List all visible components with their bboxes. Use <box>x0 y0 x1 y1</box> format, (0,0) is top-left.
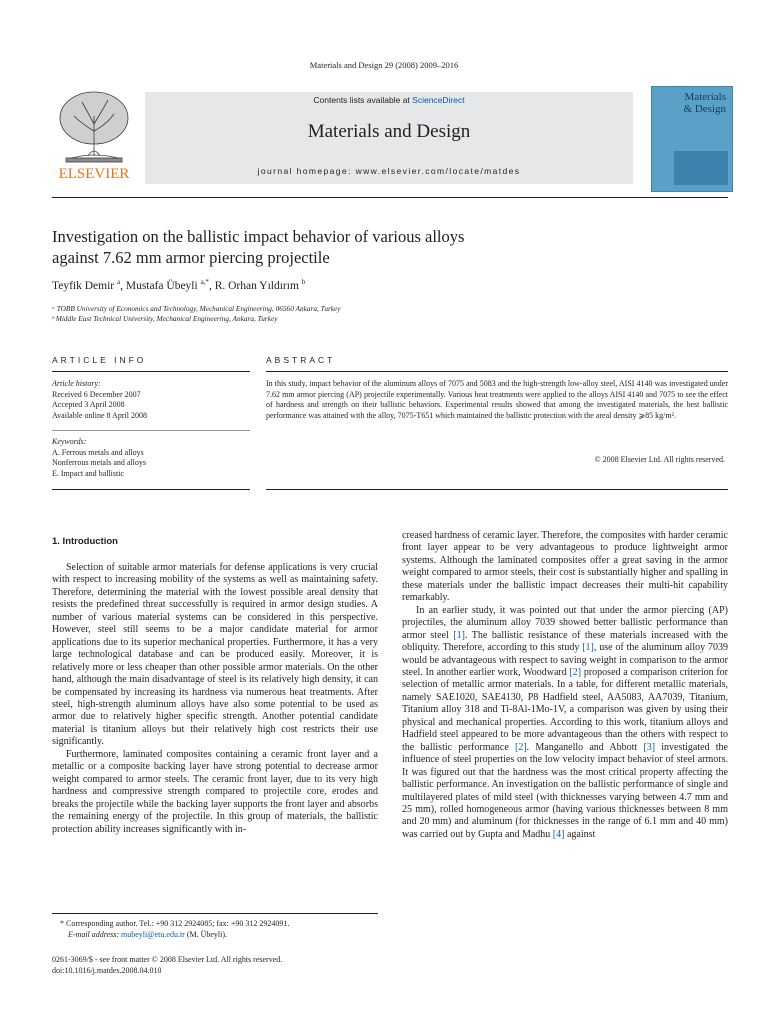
issn-line: 0261-3069/$ - see front matter © 2008 Elsevier Ltd. All rights reserved. <box>52 955 283 964</box>
doi-line[interactable]: doi:10.1016/j.matdes.2008.04.010 <box>52 965 162 975</box>
author-affiliation-mark: a,* <box>200 278 209 286</box>
keyword: E. Impact and ballistic <box>52 468 124 478</box>
divider <box>52 371 250 372</box>
divider <box>266 489 728 490</box>
email-link[interactable]: mubeyli@etu.edu.tr <box>121 929 185 939</box>
divider <box>52 430 250 431</box>
elsevier-tree-logo <box>52 86 136 182</box>
text-run: against <box>564 828 596 840</box>
history-label: Article history: <box>52 379 101 388</box>
journal-citation: Materials and Design 29 (2008) 2009–2016 <box>309 60 459 70</box>
sciencedirect-link[interactable]: ScienceDirect <box>412 95 465 105</box>
cover-title-line1: Materials <box>684 91 726 103</box>
abstract-copyright: © 2008 Elsevier Ltd. All rights reserved. <box>594 455 725 464</box>
journal-homepage[interactable]: journal homepage: www.elsevier.com/locate/matdes <box>257 166 521 176</box>
text-run: proposed a comparison criterion for selection of metallic armor materials. In a table, for different metallic materials, namely SAE1020, SAE4130, P8 Hadfield steel, AA5083, AA7039, Titanium, Titanium alloy 318 and Ti-8Al-1Mo-1V, a comparison was given by using their physical and mechanical properties. According to this work, titanium alloys and Hadfield steel appeared to be more advantageous than the others with respect to the ballistic performance <box>402 666 728 753</box>
footnote <box>52 919 382 940</box>
reference-link[interactable]: [1] <box>453 629 465 641</box>
cover-title-line2: & Design <box>683 103 726 115</box>
issn-doi-footer <box>52 955 282 976</box>
article-history <box>52 379 147 421</box>
email-line <box>52 930 382 941</box>
accepted-date: Accepted 3 April 2008 <box>52 400 125 409</box>
affiliation-a: ᵃ TOBB University of Economics and Technology, Mechanical Engineering, 06560 Ankara, Turkey <box>52 304 341 313</box>
keyword: Nonferrous metals and alloys <box>52 458 146 467</box>
text-run: , use of the aluminum alloy 7039 would be advantageous with respect to saving weight in comparison to the armor steel. In another earlier work, Woodward <box>402 642 728 678</box>
paragraph: Selection of suitable armor materials for defense applications is very crucial with respect to increasing mobility of the systems as well as maintaining safety. Therefore, determining the material with the lowest possible areal density that resists the predefined threat successfully is required in armor design studies. A number of various material systems can be considered in this perspective. However, steel still seems to be a major candidate material for armor applications due to its superior mechanical properties. Furthermore, it has a very large technological database and can be produced easily. Moreover, it is relatively more or less cheaper than other possible armor materials. On the other hand, although the main disadvantage of steel is its relatively high density, it can be compensated by increasing its hardness via numerous heat treatments. After steel, high-strength aluminum alloys have also some potential to be used as armor due to relatively higher specific strength. Another potential candidate material is titanium alloys but their relatively high cost restricts their use significantly. <box>52 562 378 748</box>
cover-image-strip <box>674 151 728 185</box>
abstract-heading: ABSTRACT <box>266 355 336 365</box>
keywords-label: Keywords: <box>52 437 87 446</box>
author-affiliation-mark: a <box>116 278 121 286</box>
author-name: R. Orhan Yıldırım <box>214 279 299 292</box>
paragraph <box>402 605 728 842</box>
abstract-text: In this study, impact behavior of the aluminum alloys of 7075 and 5083 and the high-strength low-alloy steel, AISI 4140 was investigated under 7.62 mm armor piercing (AP) projectile experimentally. Various heat treatments were applied to the alloys AISI 4140 and 7075 to see the effect of hardness and strength on their ballistic behaviors. Experimental results showed that among the investigated materials, the best ballistic performance was attained with the alloy, 7075-T651 which maintained the ballistic protection with the areal density ⩾85 kg/m². <box>266 379 728 420</box>
corresponding-author-note: * Corresponding author. Tel.: +90 312 2924085; fax: +90 312 2924091. <box>60 919 290 928</box>
affiliation-b: ᵇ Middle East Technical University, Mechanical Engineering, Ankara, Turkey <box>52 314 278 323</box>
author-list: Teyfik Demir $^a$, Mustafa Übeyli $^{a,*}$, R. Orhan Yıldırım $^b$ <box>52 278 306 292</box>
divider <box>266 371 728 372</box>
author-name: Mustafa Übeyli <box>125 279 198 292</box>
reference-link[interactable]: [1] <box>582 642 594 654</box>
article-title <box>52 226 612 268</box>
received-date: Received 6 December 2007 <box>52 389 141 399</box>
section-heading: 1. Introduction <box>52 536 118 547</box>
divider <box>52 489 250 490</box>
email-suffix: (M. Übeyli). <box>184 929 228 939</box>
article-info-heading: ARTICLE INFO <box>52 355 147 365</box>
keyword: A. Ferrous metals and alloys <box>52 447 144 457</box>
reference-link[interactable]: [2] <box>515 741 527 753</box>
keywords-block <box>52 437 146 479</box>
paragraph: Furthermore, laminated composites containing a ceramic front layer and a metallic or a composite backing layer have strong potential to decrease armor weight compared to armor steels. The ceramic front layer, due to its very high hardness and compressive strength compared to projectile core, erodes and breaks the projectile while the backing layer supports the front layer and absorbs the remaining energy of the projectile. In this group of materials, the ballistic protection ability increases significantly with in- <box>52 748 378 835</box>
text-run: In an earlier study, it was pointed out that under the armor piercing (AP) projectiles, the aluminum alloy 7039 showed better ballistic performance than armor steel <box>402 604 728 641</box>
journal-cover-thumbnail <box>651 86 733 192</box>
email-label: E-mail address: <box>68 929 122 939</box>
body-column-left <box>52 562 378 836</box>
author-affiliation-mark: b <box>301 278 306 286</box>
header-divider <box>52 197 728 198</box>
journal-name: Materials and Design <box>307 121 471 142</box>
contents-prefix: Contents lists available at <box>313 95 413 105</box>
affiliations <box>52 304 341 324</box>
contents-lists-line <box>145 95 633 105</box>
title-line-2: against 7.62 mm armor piercing projectile <box>52 248 330 267</box>
elsevier-wordmark: ELSEVIER <box>58 166 130 182</box>
text-run: investigated the influence of steel properties on the low velocity impact behavior of steel armors. It was figured out that the hardness was the most critical property affecting the ballistic performance. An investigation on the ballistic performance of single and multilayered plates of mild steel (with thicknesses varying between 4.7 mm and 25 mm), rolled homogeneous armor (having various thicknesses between 8 mm and 20 mm) and aluminum (for thicknesses in the range of 6.1 mm and 40 mm) was carried out by Gupta and Madhu <box>402 741 728 840</box>
paragraph: creased hardness of ceramic layer. Therefore, the composites with harder ceramic front layer appear to be very advantageous to produce lightweight armor systems. Although the laminated composites offer a great saving in the armor weight compared to armor steels, their cost is substantially higher and spalling in these materials under the ballistic impact decreases their multi-hit capability remarkably. <box>402 530 728 604</box>
author-name: Teyfik Demir <box>52 279 115 292</box>
reference-link[interactable]: [2] <box>569 666 582 678</box>
title-line-1: Investigation on the ballistic impact behavior of various alloys <box>52 227 465 246</box>
body-column-right <box>402 530 728 841</box>
text-run: . Manganello and Abbott <box>526 741 644 753</box>
reference-link[interactable]: [3] <box>643 741 656 753</box>
footnote-divider <box>52 913 378 914</box>
reference-link[interactable]: [4] <box>552 828 565 840</box>
text-run: . The ballistic resistance of these materials increased with the obliquity. Therefore, according to this study <box>402 629 728 654</box>
online-date: Available online 8 April 2008 <box>52 410 147 420</box>
